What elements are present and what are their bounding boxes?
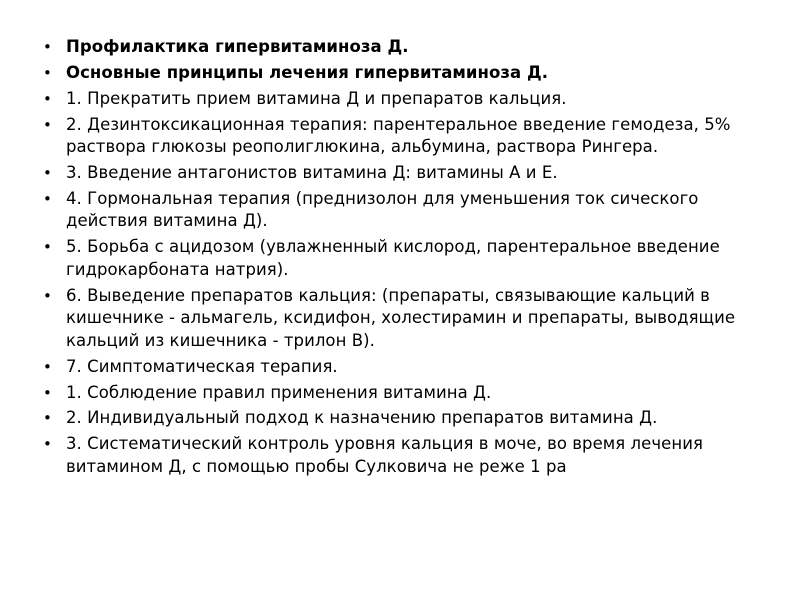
bullet-text: 6. Выведение препаратов кальция: (препараты, связывающие кальций в кишечнике - альмагель, ксидифон, холестирамин и препараты, выводящие кальций из кишечника - трилон В).	[66, 285, 736, 350]
bullet-dot: •	[43, 115, 52, 134]
bullet-text: 5. Борьба с ацидозом (увлажненный кислород, парентеральное введение гидрокарбоната натрия).	[66, 237, 720, 279]
bullet-dot: •	[43, 189, 52, 208]
bullet-dot: •	[43, 383, 52, 402]
bullet-list	[42, 36, 742, 482]
bullet-item	[42, 285, 742, 353]
bullet-text: 1. Прекратить прием витамина Д и препаратов кальция.	[66, 88, 567, 108]
bullet-dot: •	[43, 89, 52, 108]
bullet-text: 2. Дезинтоксикационная терапия: парентеральное введение гемодеза, 5% раствора глюкозы реополиглюкина, альбумина, раствора Рингера.	[66, 114, 731, 157]
bullet-item	[42, 407, 742, 430]
bullet-text: 1. Соблюдение правил применения витамина Д.	[66, 382, 492, 402]
bullet-dot: •	[43, 38, 52, 56]
bullet-dot: •	[43, 63, 52, 82]
bullet-dot: •	[43, 286, 52, 305]
bullet-text: 2. Индивидуальный подход к назначению препаратов витамина Д.	[66, 408, 658, 428]
bullet-dot: •	[43, 357, 52, 376]
bullet-item	[42, 114, 742, 159]
bullet-item	[42, 162, 742, 185]
bullet-item	[42, 236, 742, 281]
bullet-text: 3. Систематический контроль уровня кальция в моче, во время лечения витамином Д, с помощью пробы Сулковича не реже 1 ра	[66, 434, 703, 476]
bullet-text: Основные принципы лечения гипервитаминоза Д.	[66, 62, 549, 82]
bullet-item	[42, 188, 742, 233]
bullet-item	[42, 356, 742, 379]
bullet-item	[42, 36, 742, 59]
bullet-item	[42, 62, 742, 85]
bullet-dot: •	[43, 238, 52, 257]
bullet-dot: •	[43, 409, 52, 428]
bullet-text: 4. Гормональная терапия (преднизолон для уменьшения ток сического действия витамина Д).	[66, 188, 699, 231]
bullet-item	[42, 88, 742, 111]
bullet-item	[42, 382, 742, 405]
bullet-text: 3. Введение антагонистов витамина Д: витамины А и Е.	[66, 163, 558, 183]
bullet-dot: •	[43, 164, 52, 183]
bullet-text: Профилактика гипервитаминоза Д.	[66, 37, 409, 56]
bullet-dot: •	[43, 435, 52, 454]
bullet-item	[42, 433, 742, 478]
bullet-text: 7. Симптоматическая терапия.	[66, 356, 338, 376]
